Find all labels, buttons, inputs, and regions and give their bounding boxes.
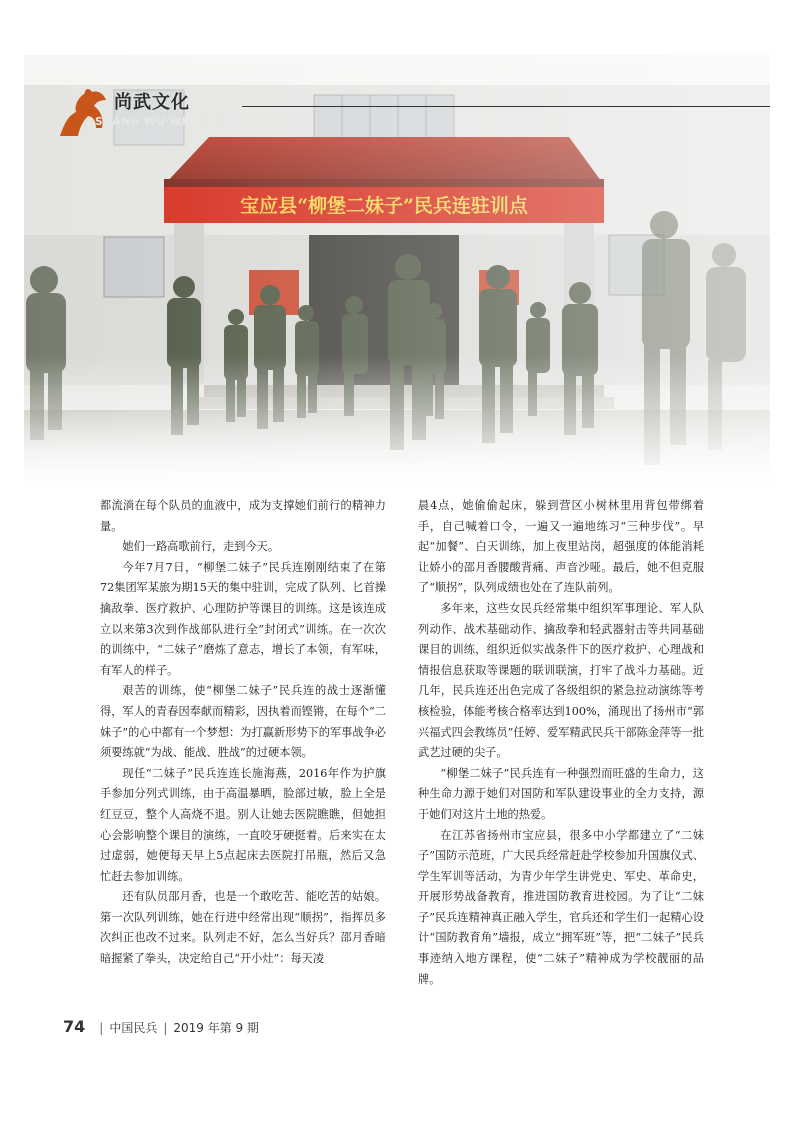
- section-logo: [54, 86, 244, 142]
- paragraph: 今年7月7日，“柳堡二妹子”民兵连刚刚结束了在第72集团军某旅为期15天的集中驻训，完成了队列、匕首操擒敌拳、医疗救护、心理防护等课目的训练。这是该连成立以来第3次到作战部队进行全“封闭式”训练。在一次次的训练中，“二妹子”磨炼了意志，增长了本领，有军味，有军人的样子。: [100, 560, 386, 677]
- header-rule: [242, 106, 770, 107]
- paragraph: 晨4点，她偷偷起床，躲到营区小树林里用背包带绑着手，自己喊着口令，一遍又一遍地练习“三种步伐”。早起“加餐”、白天训练，加上夜里站岗，超强度的体能消耗让娇小的邵月香腰酸背痛、声音沙哑。最后，她不但克服了“顺拐”，队列成绩也处在了连队前列。: [418, 499, 704, 595]
- magazine-name: 中国民兵: [109, 1021, 158, 1035]
- footer-divider: |: [163, 1021, 168, 1035]
- paragraph: 她们一路高歌前行，走到今天。: [122, 540, 280, 554]
- page-footer: [63, 1017, 259, 1036]
- paragraph: 艰苦的训练，使“柳堡二妹子”民兵连的战士逐渐懂得，军人的青春因奉献而精彩，因执着而铿锵，在每个“二妹子”的心中都有一个梦想：为打赢新形势下的军事战争必须要练就“为战、能战、胜战”的过硬本领。: [100, 684, 386, 760]
- section-title-cn: 尚武文化: [114, 92, 190, 113]
- issue-label: 2019 年第 9 期: [173, 1021, 259, 1035]
- paragraph: 多年来，这些女民兵经常集中组织军事理论、军人队列动作、战术基础动作、擒敌拳和轻武器射击等共同基础课目的训练，组织近似实战条件下的医疗救护、心理战和情报信息获取等课题的联训联演，打牢了战斗力基础。近几年，民兵连还出色完成了各级组织的紧急拉动演练等考核检验，体能考核合格率达到100%，涌现出了扬州市“郭兴福式四会教练员”任婷、爱军精武民兵干部陈金萍等一批武艺过硬的尖子。: [418, 601, 704, 760]
- article-column-right: [418, 496, 704, 990]
- paragraph: 在江苏省扬州市宝应县，很多中小学都建立了“二妹子”国防示范班，广大民兵经常赶赴学校参加升国旗仪式、学生军训等活动，为青少年学生讲党史、军史、革命史，开展形势战备教育，推进国防教育进校园。为了让“二妹子”民兵连精神真正融入学生，官兵还和学生们一起精心设计“国防教育角”墙报，成立“拥军班”等，把“二妹子”民兵事迹纳入地方课程，使“二妹子”精神成为学校靓丽的品牌。: [418, 828, 704, 986]
- paragraph: 现任“二妹子”民兵连连长施海燕，2016年作为护旗手参加分列式训练，由于高温暴晒，脸部过敏，脸上全是红豆豆，整个人高烧不退。别人让她去医院瞧瞧，但她担心会影响整个课目的演练，一直咬牙硬挺着。后来实在太过虚弱，她便每天早上5点起床去医院打吊瓶，然后又急忙赶去参加训练。: [100, 766, 386, 883]
- article-column-left: [100, 496, 386, 970]
- paragraph: 还有队员邵月香，也是一个敢吃苦、能吃苦的姑娘。第一次队列训练，她在行进中经常出现“顺拐”，指挥员多次纠正也改不过来。队列走不好，怎么当好兵？邵月香暗暗握紧了拳头，决定给自己“开小灶”：每天凌: [100, 890, 386, 966]
- section-title-en: SHANG WU WEN HUA: [95, 116, 231, 128]
- footer-divider: |: [99, 1021, 104, 1035]
- paragraph: 都流淌在每个队员的血液中，成为支撑她们前行的精神力量。: [100, 499, 386, 533]
- paragraph: “柳堡二妹子”民兵连有一种强烈而旺盛的生命力，这种生命力源于她们对国防和军队建设事业的全力支持，源于她们对这片土地的热爱。: [418, 766, 704, 821]
- horse-rider-emblem-icon: [54, 86, 112, 142]
- page-number: 74: [63, 1017, 86, 1036]
